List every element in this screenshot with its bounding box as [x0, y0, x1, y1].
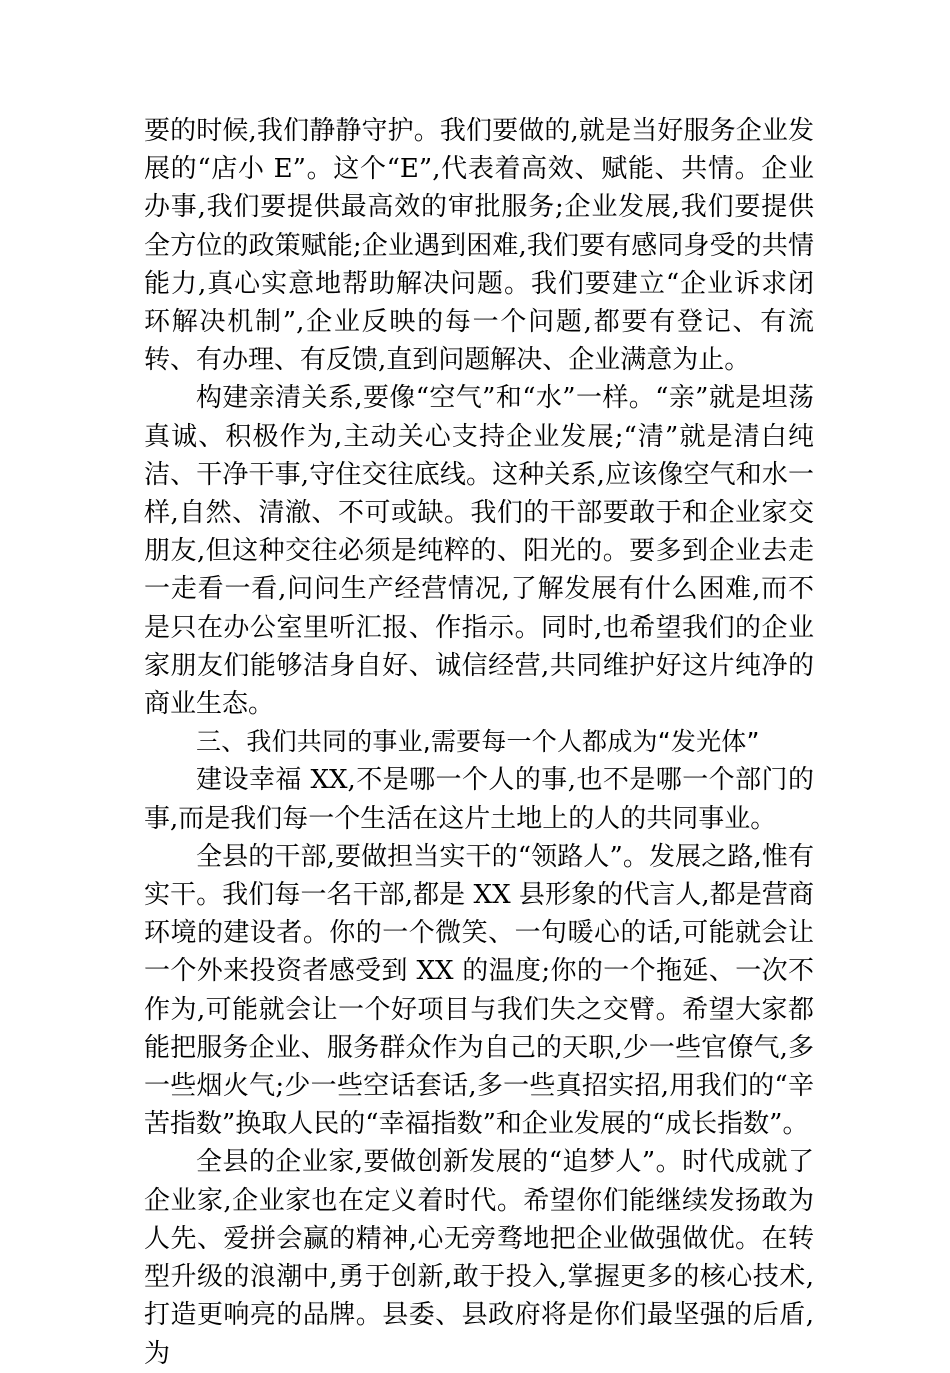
paragraph-continuation: 要的时候,我们静静守护。我们要做的,就是当好服务企业发展的“店小 E”。这个“E”,代表着高效、赋能、共情。企业办事,我们要提供最高效的审批服务;企业发展,我们要提供全方位的政策赋能;企业遇到困难,我们要有感同身受的共情能力,真心实意地帮助解决问题。我们要建立“企业诉求闭环解决机制”,企业反映的每一个问题,都要有登记、有流转、有办理、有反馈,直到问题解决、企业满意为止。 [144, 116, 814, 376]
section-heading-3: 三、我们共同的事业,需要每一个人都成为“发光体” [196, 727, 760, 757]
paragraph-common-cause: 建设幸福 XX,不是哪一个人的事,也不是哪一个部门的事,而是我们每一个生活在这片土地上的人的共同事业。 [144, 765, 814, 834]
document-page [144, 112, 814, 1373]
paragraph-qing-relations: 构建亲清关系,要像“空气”和“水”一样。“亲”就是坦荡真诚、积极作为,主动关心支持企业发展;“清”就是清白纯洁、干净干事,守住交往底线。这种关系,应该像空气和水一样,自然、清澈、不可或缺。我们的干部要敢于和企业家交朋友,但这种交往必须是纯粹的、阳光的。要多到企业去走一走看一看,问问生产经营情况,了解发展有什么困难,而不是只在办公室里听汇报、作指示。同时,也希望我们的企业家朋友们能够洁身自好、诚信经营,共同维护好这片纯净的商业生态。 [144, 383, 814, 720]
paragraph-cadres: 全县的干部,要做担当实干的“领路人”。发展之路,惟有实干。我们每一名干部,都是 XX 县形象的代言人,都是营商环境的建设者。你的一个微笑、一句暖心的话,可能就会让一个外来投资者感受到 XX 的温度;你的一个拖延、一次不作为,可能就会让一个好项目与我们失之交臂。希望大家都能把服务企业、服务群众作为自己的天职,少一些官僚气,多一些烟火气;少一些空话套话,多一些真招实招,用我们的“辛苦指数”换取人民的“幸福指数”和企业发展的“成长指数”。 [144, 841, 814, 1140]
paragraph-entrepreneurs: 全县的企业家,要做创新发展的“追梦人”。时代成就了企业家,企业家也在定义着时代。希望你们能继续发扬敢为人先、爱拼会赢的精神,心无旁骛地把企业做强做优。在转型升级的浪潮中,勇于创新,敢于投入,掌握更多的核心技术,打造更响亮的品牌。县委、县政府将是你们最坚强的后盾,为 [144, 1147, 814, 1369]
